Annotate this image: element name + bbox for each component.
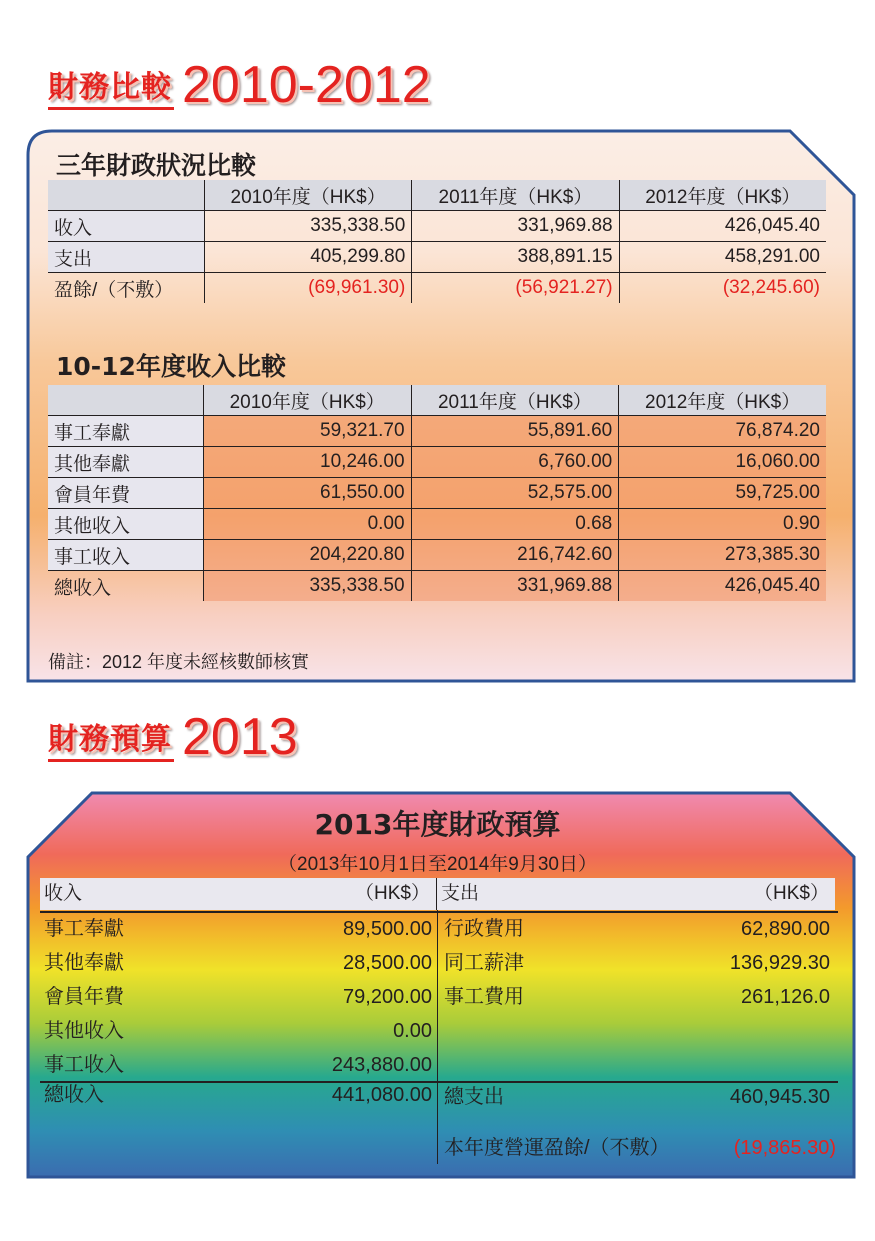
row-label: 事工收入 xyxy=(48,540,203,571)
expense-row xyxy=(444,946,830,980)
table-header-row xyxy=(48,180,826,211)
cell: 331,969.88 xyxy=(412,211,619,242)
income-label: 其他奉獻 xyxy=(44,952,124,974)
column-divider xyxy=(437,910,438,1164)
heading-year: 2010-2012 xyxy=(182,56,431,114)
financial-comparison-table xyxy=(48,180,826,303)
cell: 405,299.80 xyxy=(204,242,411,273)
cell: 388,891.15 xyxy=(412,242,619,273)
expense-header xyxy=(437,878,835,910)
header-2010: 2010年度（HK$） xyxy=(203,385,411,416)
header-2011: 2011年度（HK$） xyxy=(412,180,619,211)
table-row xyxy=(48,447,826,478)
table-row xyxy=(48,571,826,602)
income-label: 會員年費 xyxy=(44,986,124,1008)
table-row xyxy=(48,540,826,571)
table-row xyxy=(48,273,826,304)
income-value: 28,500.00 xyxy=(343,952,432,974)
row-label: 收入 xyxy=(48,211,204,242)
cell: 204,220.80 xyxy=(203,540,411,571)
header-2010: 2010年度（HK$） xyxy=(204,180,411,211)
cell-negative: (32,245.60) xyxy=(722,277,820,298)
header-2012: 2012年度（HK$） xyxy=(619,180,826,211)
table1-title: 三年財政狀況比較 xyxy=(56,151,257,180)
cell: 0.00 xyxy=(203,509,411,540)
row-label: 其他奉獻 xyxy=(48,447,203,478)
budget-title: 2013年度財政預算 xyxy=(314,808,561,841)
total-income-row xyxy=(44,1078,432,1112)
cell: 52,575.00 xyxy=(411,478,619,509)
cell: 59,725.00 xyxy=(619,478,826,509)
table2-title: 10-12年度收入比較 xyxy=(56,352,286,381)
cell: 59,321.70 xyxy=(203,416,411,447)
cell: 426,045.40 xyxy=(619,571,826,602)
heading-year: 2013 xyxy=(182,708,298,766)
row-label: 盈餘/（不敷） xyxy=(48,273,204,304)
income-row xyxy=(44,946,432,980)
row-label: 其他收入 xyxy=(48,509,203,540)
row-label: 會員年費 xyxy=(48,478,203,509)
surplus-value: (19,865.30) xyxy=(733,1137,836,1159)
table-header-row xyxy=(48,385,826,416)
income-value: 243,880.00 xyxy=(331,1054,432,1076)
expense-value: 62,890.00 xyxy=(741,918,830,940)
cell: 0.90 xyxy=(619,509,826,540)
heading-budget xyxy=(48,708,298,766)
heading-zh: 財務比較 xyxy=(48,69,174,110)
total-expense-row xyxy=(444,1080,830,1114)
income-value: 0.00 xyxy=(393,1020,432,1042)
header-blank xyxy=(48,180,204,211)
total-income-value: 441,080.00 xyxy=(331,1084,432,1106)
income-row xyxy=(44,1014,432,1048)
income-comparison-table xyxy=(48,385,826,601)
table-row xyxy=(48,242,826,273)
table-row xyxy=(48,211,826,242)
cell-negative: (69,961.30) xyxy=(204,273,411,304)
cell: 216,742.60 xyxy=(411,540,619,571)
row-label: 事工奉獻 xyxy=(48,416,203,447)
row-label: 支出 xyxy=(48,242,204,273)
income-label: 其他收入 xyxy=(44,1020,124,1042)
header-blank xyxy=(48,385,203,416)
heading-finance-comparison xyxy=(48,56,431,114)
expense-label: 事工費用 xyxy=(444,986,524,1008)
cell: 6,760.00 xyxy=(411,447,619,478)
heading-zh: 財務預算 xyxy=(48,721,174,762)
income-header xyxy=(40,878,437,910)
income-header-unit: （HK$） xyxy=(355,883,430,904)
cell: 16,060.00 xyxy=(619,447,826,478)
cell: 458,291.00 xyxy=(619,242,826,273)
audit-note: 備註：2012 年度未經核數師核實 xyxy=(48,652,310,672)
income-row xyxy=(44,1048,432,1082)
cell: 335,338.50 xyxy=(203,571,411,602)
budget-period: （2013年10月1日至2014年9月30日） xyxy=(278,854,597,875)
expense-row xyxy=(444,912,830,946)
income-value: 89,500.00 xyxy=(343,918,432,940)
surplus-label: 本年度營運盈餘/（不敷） xyxy=(444,1137,670,1159)
total-expense-label: 總支出 xyxy=(444,1086,504,1108)
table-row xyxy=(48,509,826,540)
income-label: 事工收入 xyxy=(44,1054,124,1076)
table-row xyxy=(48,478,826,509)
expense-value: 261,126.0 xyxy=(741,986,830,1008)
expense-row xyxy=(444,980,830,1014)
expense-header-unit: （HK$） xyxy=(754,883,829,904)
header-2012: 2012年度（HK$） xyxy=(619,385,826,416)
expense-value: 136,929.30 xyxy=(729,952,830,974)
cell: 10,246.00 xyxy=(203,447,411,478)
row-label: 總收入 xyxy=(48,571,203,602)
expense-label: 同工薪津 xyxy=(444,952,524,974)
table-row xyxy=(48,416,826,447)
income-header-label: 收入 xyxy=(44,883,83,904)
cell: 61,550.00 xyxy=(203,478,411,509)
cell-negative: (56,921.27) xyxy=(412,273,619,304)
expense-label: 行政費用 xyxy=(444,918,524,940)
surplus-row xyxy=(444,1131,836,1165)
expense-header-label: 支出 xyxy=(441,883,480,904)
header-2011: 2011年度（HK$） xyxy=(411,385,619,416)
income-row xyxy=(44,912,432,946)
total-expense-value: 460,945.30 xyxy=(729,1086,830,1108)
cell: 335,338.50 xyxy=(204,211,411,242)
income-value: 79,200.00 xyxy=(343,986,432,1008)
income-row xyxy=(44,980,432,1014)
cell: 331,969.88 xyxy=(411,571,619,602)
cell: 55,891.60 xyxy=(411,416,619,447)
total-income-label: 總收入 xyxy=(44,1084,104,1106)
cell: 0.68 xyxy=(411,509,619,540)
cell: 426,045.40 xyxy=(619,211,826,242)
cell: 273,385.30 xyxy=(619,540,826,571)
cell: 76,874.20 xyxy=(619,416,826,447)
income-label: 事工奉獻 xyxy=(44,918,124,940)
